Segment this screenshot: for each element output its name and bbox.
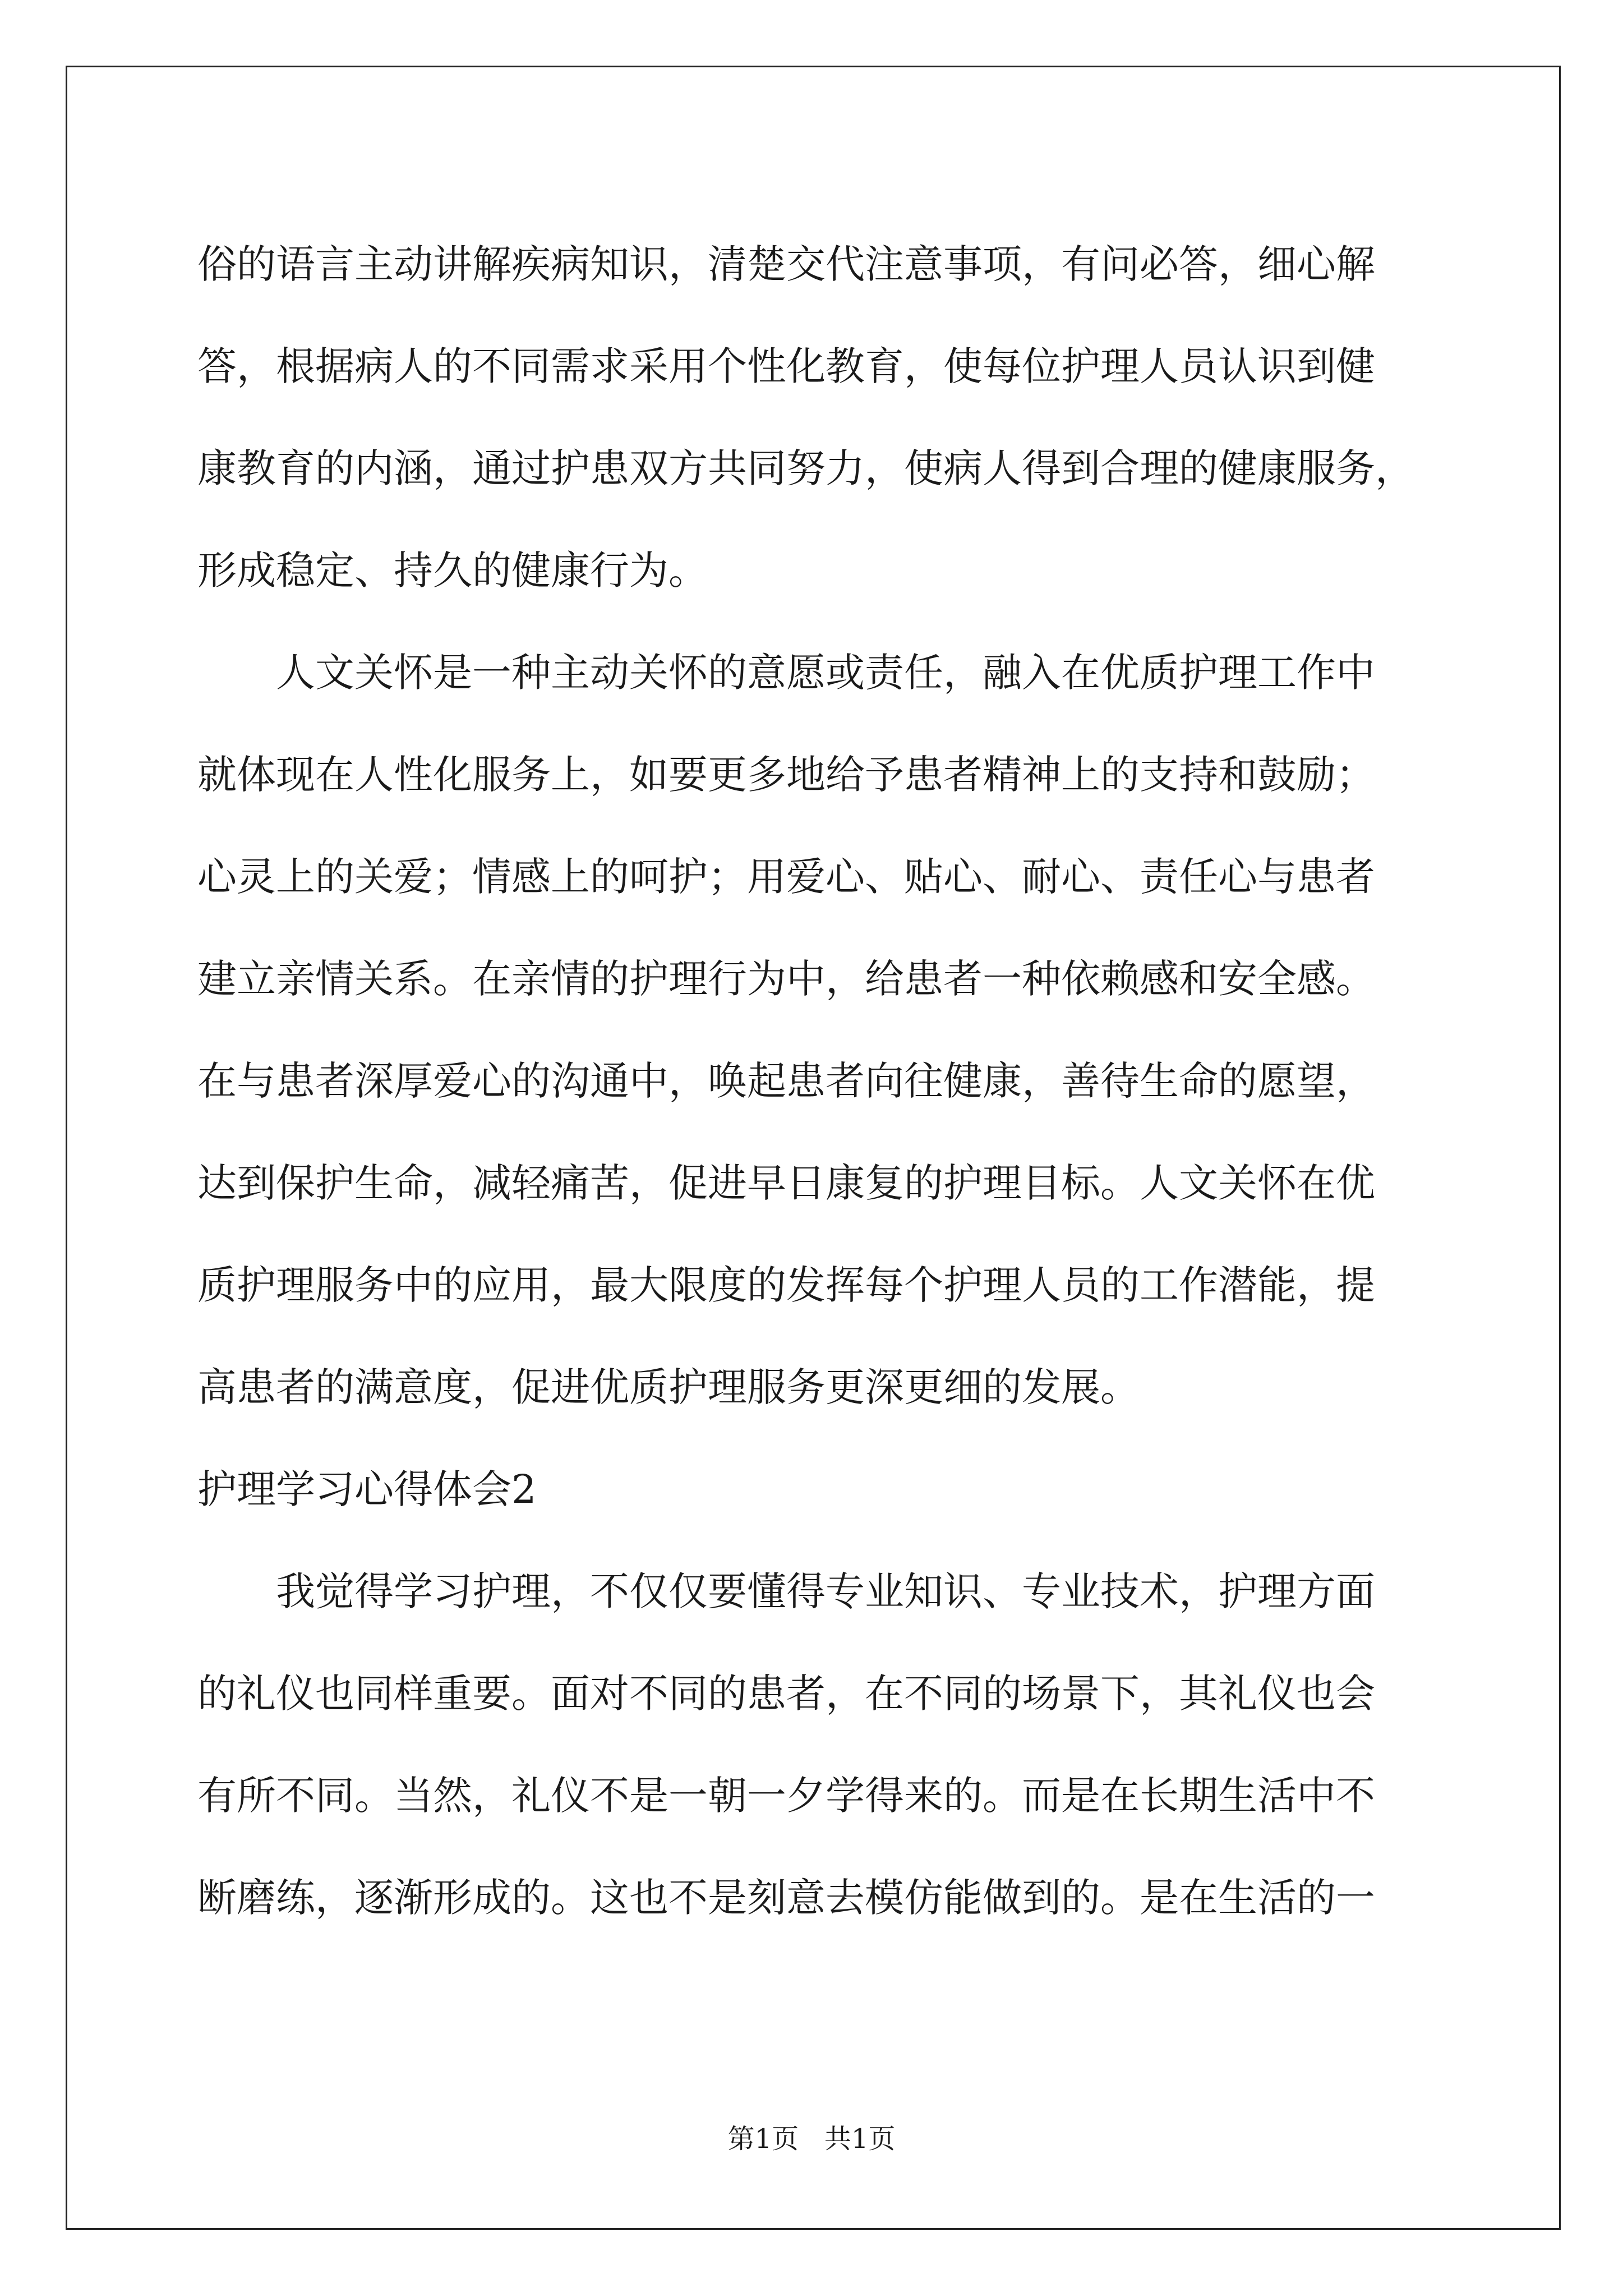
- section-heading: 护理学习心得体会2: [197, 1466, 537, 1512]
- document-body: [197, 213, 1431, 1949]
- paragraph: [197, 1540, 1431, 1949]
- paragraph: [197, 213, 1431, 622]
- text-line: 达到保护生命，减轻痛苦，促进早日康复的护理目标。人文关怀在优: [197, 1160, 1375, 1206]
- text-line: 高患者的满意度，促进优质护理服务更深更细的发展。: [197, 1364, 1140, 1410]
- text-line: 建立亲情关系。在亲情的护理行为中，给患者一种依赖感和安全感。: [197, 956, 1375, 1002]
- text-line: 的礼仪也同样重要。面对不同的患者，在不同的场景下，其礼仪也会: [197, 1671, 1375, 1717]
- text-line: 有所不同。当然，礼仪不是一朝一夕学得来的。而是在长期生活中不: [197, 1773, 1375, 1819]
- text-line: 质护理服务中的应用，最大限度的发挥每个护理人员的工作潜能，提: [197, 1262, 1375, 1308]
- text-line: 断磨练，逐渐形成的。这也不是刻意去模仿能做到的。是在生活的一: [197, 1875, 1375, 1921]
- text-line: 俗的语言主动讲解疾病知识，清楚交代注意事项，有问必答，细心解: [197, 241, 1375, 287]
- text-line: 就体现在人性化服务上，如要更多地给予患者精神上的支持和鼓励；: [197, 752, 1375, 798]
- text-line: 答，根据病人的不同需求采用个性化教育，使每位护理人员认识到健: [197, 343, 1375, 389]
- text-line: 形成稳定、持久的健康行为。: [197, 547, 708, 593]
- page-footer: [0, 2122, 1623, 2156]
- page-number: 第1页 共1页: [727, 2123, 896, 2155]
- paragraph: [197, 622, 1431, 1438]
- text-line: 康教育的内涵，通过护患双方共同努力，使病人得到合理的健康服务，: [197, 445, 1414, 491]
- text-line: 人文关怀是一种主动关怀的意愿或责任，融入在优质护理工作中: [276, 650, 1375, 696]
- text-line: 我觉得学习护理，不仅仅要懂得专业知识、专业技术，护理方面: [276, 1568, 1375, 1614]
- text-line: 心灵上的关爱；情感上的呵护；用爱心、贴心、耐心、责任心与患者: [197, 854, 1375, 900]
- text-line: 在与患者深厚爱心的沟通中，唤起患者向往健康，善待生命的愿望，: [197, 1058, 1375, 1104]
